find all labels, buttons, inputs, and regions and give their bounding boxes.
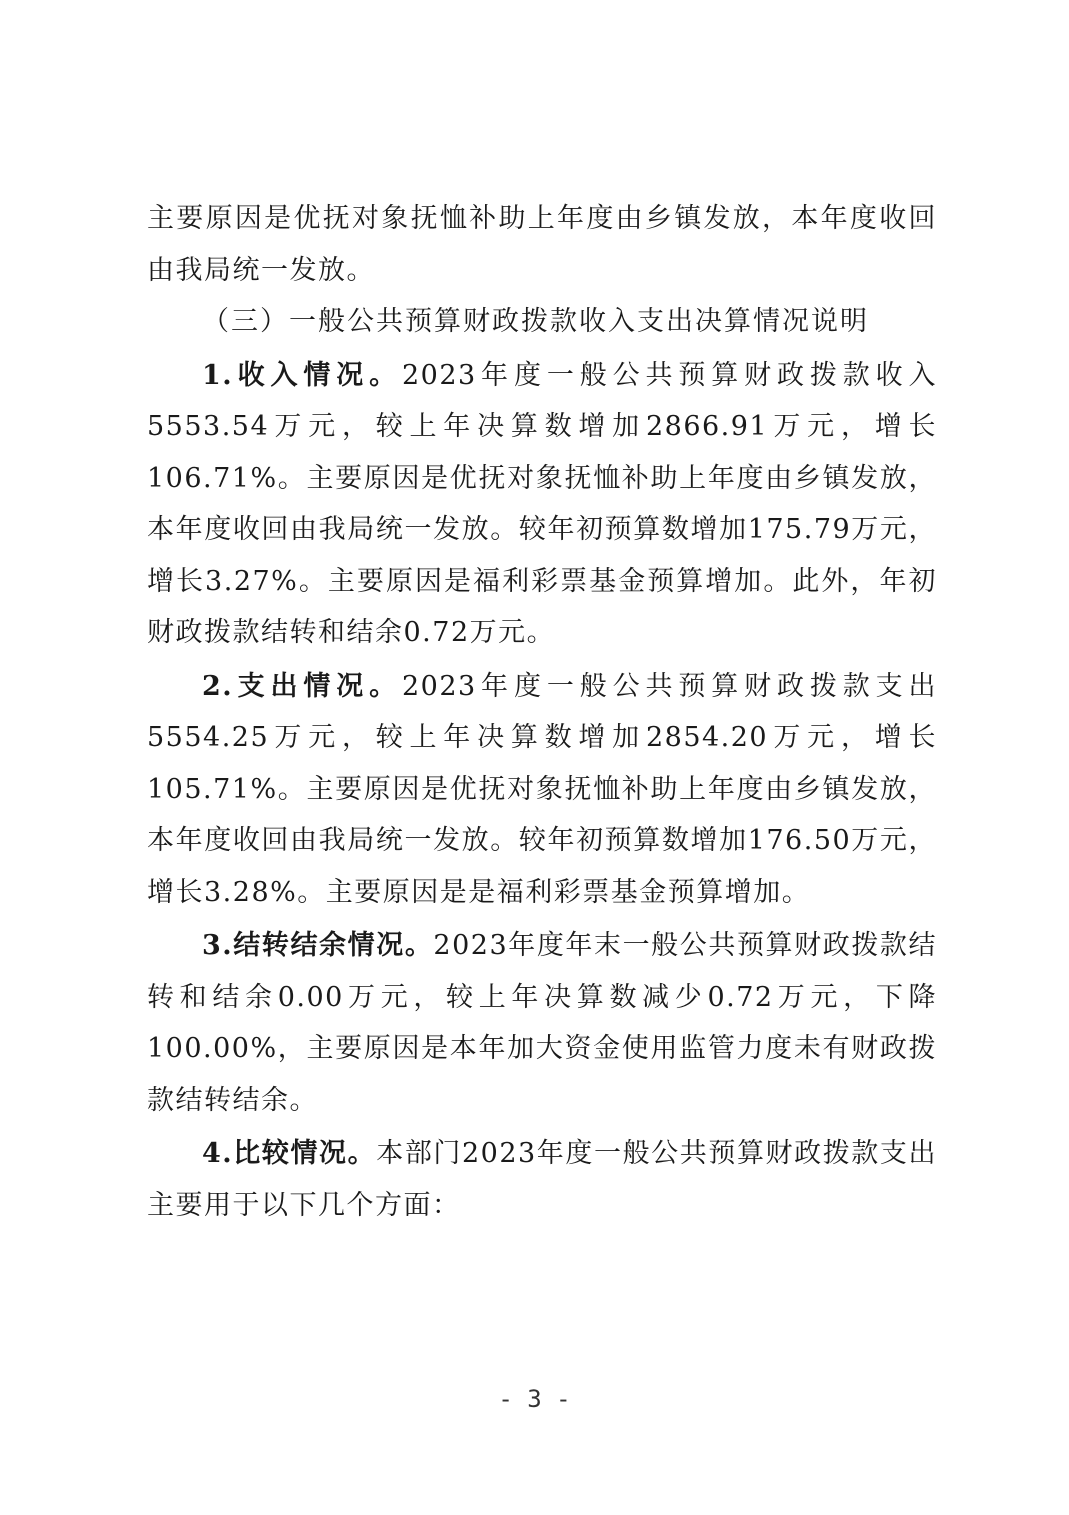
- expenditure-paragraph: [147, 661, 937, 919]
- section-heading: （三）一般公共预算财政拨款收入支出决算情况说明: [202, 306, 869, 337]
- page-number: - 3 -: [498, 1385, 571, 1413]
- continuation-paragraph: 主要原因是优抚对象抚恤补助上年度由乡镇发放，本年度收回由我局统一发放。: [147, 203, 937, 286]
- document-body: [147, 193, 937, 1231]
- income-paragraph: [147, 350, 937, 659]
- income-lead: 1.收入情况。: [202, 359, 402, 391]
- comparison-paragraph: [147, 1128, 937, 1231]
- expenditure-text: 2023年度一般公共预算财政拨款支出5554.25万元，较上年决算数增加2854.20万元，增长105.71%。主要原因是优抚对象抚恤补助上年度由乡镇发放，本年度收回由我局统一发放。较年初预算数增加176.50万元，增长3.28%。主要原因是是福利彩票基金预算增加。: [147, 670, 937, 908]
- carryover-lead: 3.结转结余情况。: [202, 930, 434, 961]
- comparison-lead: 4.比较情况。: [202, 1138, 377, 1169]
- income-text: 2023年度一般公共预算财政拨款收入5553.54万元，较上年决算数增加2866.91万元，增长106.71%。主要原因是优抚对象抚恤补助上年度由乡镇发放，本年度收回由我局统一发放。较年初预算数增加175.79万元，增长3.27%。主要原因是福利彩票基金预算增加。此外，年初财政拨款结转和结余0.72万元。: [147, 359, 937, 648]
- carryover-paragraph: [147, 920, 937, 1126]
- carryover-text: 2023年度年末一般公共预算财政拨款结转和结余0.00万元，较上年决算数减少0.72万元，下降100.00%，主要原因是本年加大资金使用监管力度未有财政拨款结转结余。: [147, 930, 937, 1116]
- expenditure-lead: 2.支出情况。: [202, 670, 402, 702]
- comparison-text: 本部门2023年度一般公共预算财政拨款支出主要用于以下几个方面：: [147, 1138, 937, 1221]
